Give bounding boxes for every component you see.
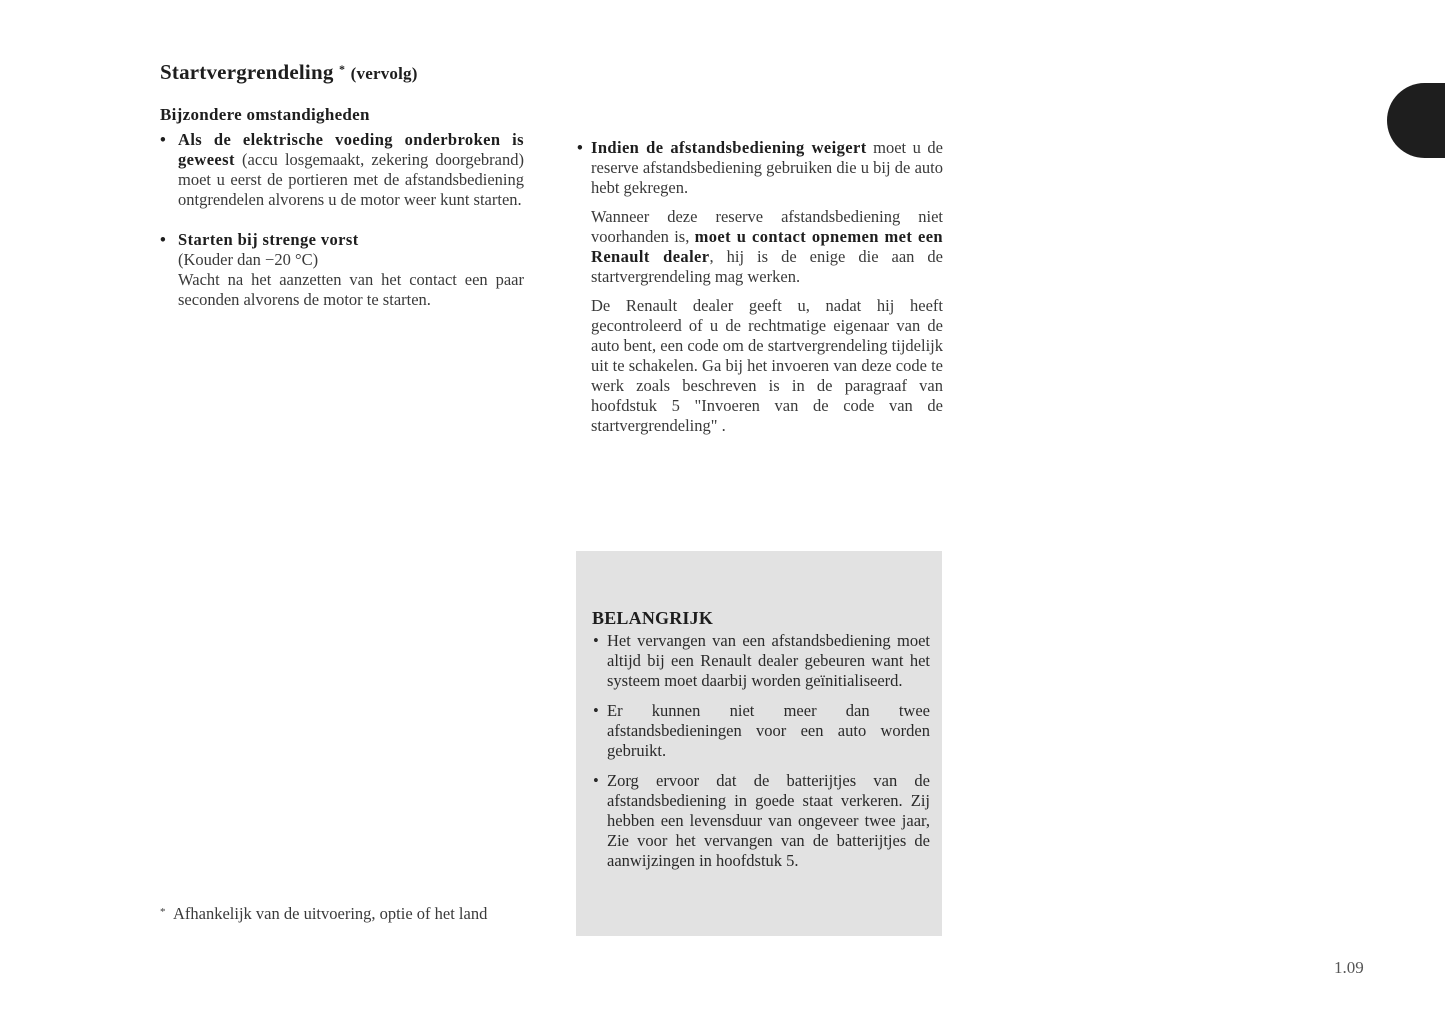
bullet-icon: • bbox=[593, 631, 599, 650]
footnote bbox=[160, 904, 524, 924]
page-title bbox=[160, 60, 418, 85]
bullet-item-severe-frost bbox=[160, 230, 524, 310]
footnote-text: Afhankelijk van de uitvoering, optie of het land bbox=[173, 904, 488, 923]
paragraph-bold-text: moet u contact opnemen met een Renault dealer bbox=[591, 227, 943, 266]
bullet-bold-text: Als de elektrische voeding onderbroken is geweest bbox=[178, 130, 524, 169]
bullet-item-power-interrupted bbox=[160, 130, 524, 210]
frost-instruction: Wacht na het aanzetten van het contact een paar seconden alvorens de motor te starten. bbox=[178, 270, 524, 309]
bullet-icon: • bbox=[160, 130, 166, 149]
bullet-text bbox=[591, 138, 943, 198]
note-item-text: Er kunnen niet meer dan twee afstandsbedieningen voor een auto worden gebruikt. bbox=[607, 701, 930, 760]
bullet-heading: Starten bij strenge vorst bbox=[178, 230, 359, 249]
right-column bbox=[577, 138, 943, 436]
title-main: Startvergrendeling bbox=[160, 60, 334, 84]
section-heading: Bijzondere omstandigheden bbox=[160, 105, 370, 124]
contact-dealer-paragraph bbox=[577, 207, 943, 287]
bullet-item-remote-fails bbox=[577, 138, 943, 198]
title-asterisk: * bbox=[338, 62, 346, 76]
left-column bbox=[160, 130, 524, 310]
note-item bbox=[592, 771, 930, 871]
bullet-icon: • bbox=[593, 701, 599, 720]
footnote-mark: * bbox=[160, 906, 166, 918]
page-number: 1.09 bbox=[1334, 958, 1364, 977]
dealer-code-paragraph: De Renault dealer geeft u, nadat hij heeft gecontroleerd of u de rechtmatige eigenaar van de auto bent, een code om de startvergrendeling tijdelijk uit te schakelen. Ga bij het invoeren van deze code te werk zoals beschreven is in de paragraaf van hoofdstuk 5 "Invoeren van de code van de startvergrendeling" . bbox=[591, 296, 943, 435]
note-item bbox=[592, 631, 930, 691]
bullet-icon: • bbox=[593, 771, 599, 790]
important-note-box bbox=[576, 551, 942, 936]
temperature-condition: (Kouder dan −20 °C) bbox=[178, 250, 319, 269]
note-title: BELANGRIJK bbox=[592, 608, 714, 628]
bullet-icon: • bbox=[160, 230, 166, 249]
paragraph-text: , hij is de enige die aan de startvergrendeling mag werken. bbox=[591, 247, 943, 286]
bullet-icon: • bbox=[577, 138, 583, 157]
paragraph-text: Wanneer deze reserve afstandsbediening niet voorhanden is, bbox=[591, 207, 943, 246]
bullet-text bbox=[178, 130, 524, 210]
note-item-text: Zorg ervoor dat de batterijtjes van de afstandsbediening in goede staat verkeren. Zij hebben een levensduur van ongeveer twee jaar, Zie voor het vervangen van de batterijtjes de aanwijzingen in hoofdstuk 5. bbox=[607, 771, 930, 870]
title-subtitle: (vervolg) bbox=[350, 64, 418, 83]
bullet-body-text: (accu losgemaakt, zekering doorgebrand) moet u eerst de portieren met de afstandsbediening ontgrendelen alvorens u de motor weer kunt starten. bbox=[178, 150, 524, 209]
bullet-body-text: moet u de reserve afstandsbediening gebruiken die u bij de auto hebt gekregen. bbox=[591, 138, 943, 197]
note-item-text: Het vervangen van een afstandsbediening moet altijd bij een Renault dealer gebeuren want het systeem moet daarbij worden geïnitialiseerd. bbox=[607, 631, 930, 690]
chapter-tab bbox=[1387, 83, 1445, 158]
bullet-bold-text: Indien de afstandsbediening weigert bbox=[591, 138, 867, 157]
note-item bbox=[592, 701, 930, 761]
